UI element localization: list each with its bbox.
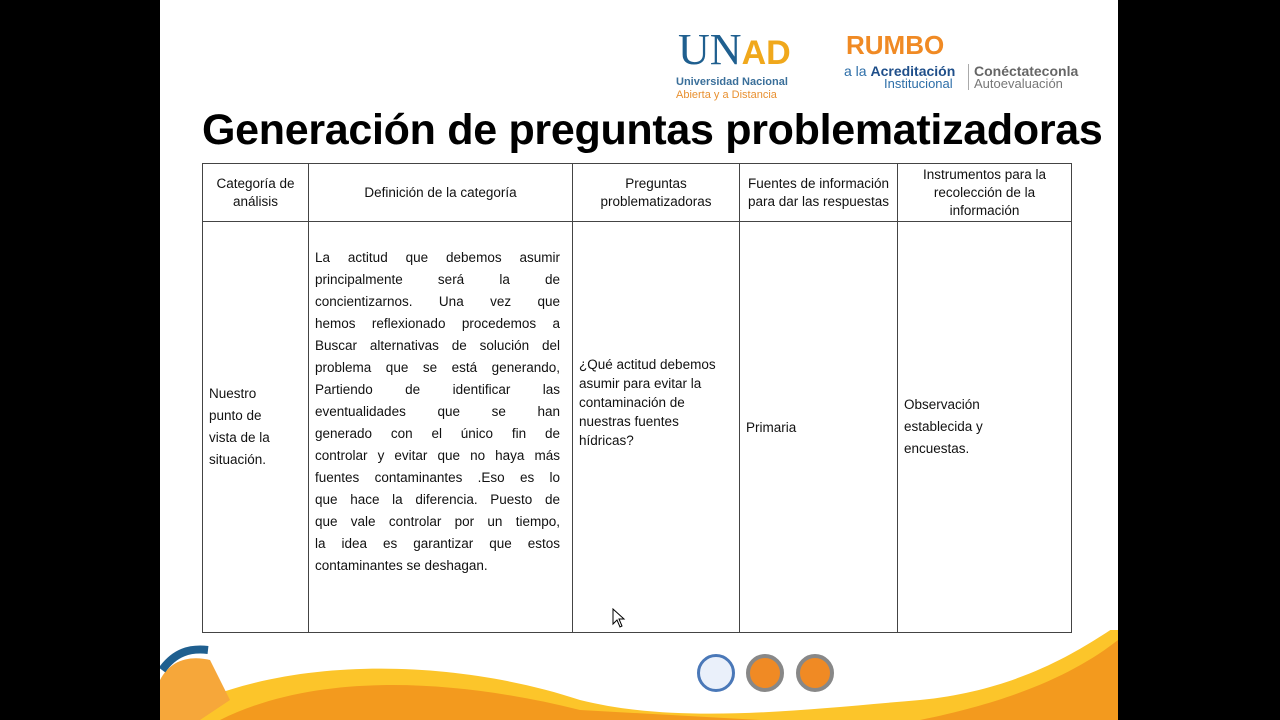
colombia-seal-icon	[697, 654, 735, 692]
cell-instruments: Observación establecida y encuestas.	[898, 222, 1072, 633]
sgs-seal-icon	[746, 654, 784, 692]
header-instruments: Instrumentos para la recolección de la información	[898, 164, 1072, 222]
definition-line: que vale controlar por un tiempo,	[315, 514, 560, 529]
definition-line: principalmente será la de	[315, 272, 560, 287]
definition-line: Partiendo de identificar las	[315, 382, 560, 397]
cell-question: ¿Qué actitud debemos asumir para evitar la contaminación de nuestras fuentes hídricas?	[573, 222, 740, 633]
table-row	[203, 222, 1072, 633]
definition-line: eventualidades que se han	[315, 404, 560, 419]
definition-line: que hace la diferencia. Puesto de	[315, 492, 560, 507]
definition-line: contaminantes se deshagan.	[315, 558, 488, 573]
definition-line: concientizarnos. Una vez que	[315, 294, 560, 309]
definition-line: generado con el único fin de	[315, 426, 560, 441]
decorative-wave	[160, 630, 1118, 720]
questions-table	[202, 163, 1072, 633]
cell-definition	[309, 222, 573, 633]
header-category: Categoría de análisis	[203, 164, 309, 222]
definition-line: fuentes contaminantes .Eso es lo	[315, 470, 560, 485]
slide	[160, 0, 1118, 720]
slide-title: Generación de preguntas problematizadoras	[202, 106, 1103, 154]
cell-category: Nuestro punto de vista de la situación.	[203, 222, 309, 633]
definition-line: hemos reflexionado procedemos a	[315, 316, 560, 331]
definition-line: problema que se está generando,	[315, 360, 560, 375]
header-definition: Definición de la categoría	[309, 164, 573, 222]
mouse-cursor-icon	[612, 608, 626, 628]
table-header-row	[203, 164, 1072, 222]
rumbo-logo: RUMBO a la Acreditación Institucional Conéctateconla Autoevaluación	[844, 30, 1079, 91]
sgs-seal-icon	[796, 654, 834, 692]
definition-line: controlar y evitar que no haya más	[315, 448, 560, 463]
unad-logo: UNAD Universidad Nacional Abierta y a Distancia	[676, 25, 791, 101]
definition-line: Buscar alternativas de solución del	[315, 338, 560, 353]
header-sources: Fuentes de información para dar las respuestas	[740, 164, 898, 222]
cell-source: Primaria	[740, 222, 898, 633]
header-questions: Preguntas problematizadoras	[573, 164, 740, 222]
definition-line: La actitud que debemos asumir	[315, 250, 560, 265]
definition-line: la idea es garantizar que estos	[315, 536, 560, 551]
